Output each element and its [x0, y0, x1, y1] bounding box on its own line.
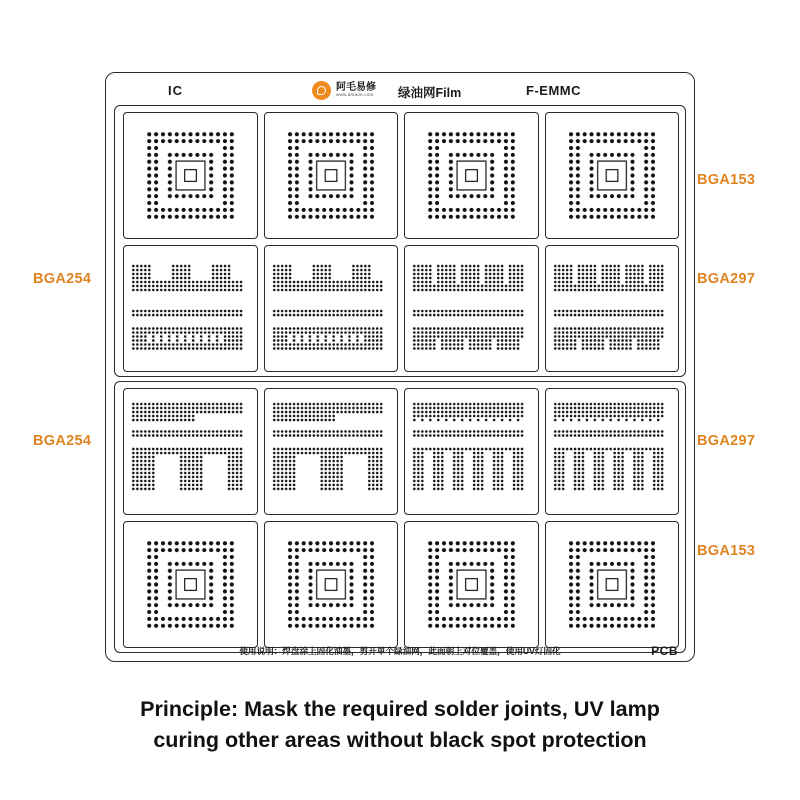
label-bga153-bottom: BGA153 — [697, 543, 756, 559]
cell-4-4[interactable] — [545, 521, 680, 648]
cell-3-4[interactable] — [545, 388, 680, 515]
brand-text — [336, 83, 376, 98]
cell-1-4[interactable] — [545, 112, 680, 239]
stencil-grid-top — [123, 112, 679, 372]
caption-line-2: curing other areas without black spot protection — [153, 728, 647, 753]
cell-2-3[interactable] — [404, 245, 539, 372]
principle-caption — [0, 694, 800, 756]
label-bga153-top: BGA153 — [697, 172, 756, 188]
cell-3-1[interactable] — [123, 388, 258, 515]
stencil-panel-top — [114, 105, 686, 377]
pcb-label: PCB — [651, 644, 678, 658]
label-bga297-upper: BGA297 — [697, 271, 756, 287]
header-femmc-label: F-EMMC — [526, 83, 581, 98]
stencil-card — [105, 72, 695, 662]
brand-logo-group — [312, 81, 376, 100]
usage-instruction: 使用说明：焊盘涂上固化油墨，剪开单个绿油网，此面朝上对位覆盖，使用UV灯固化 — [239, 646, 561, 656]
caption-line-1: Principle: Mask the required solder joints, UV lamp — [140, 697, 660, 721]
header-green-film-label: 绿油网Film — [398, 86, 462, 100]
cell-4-3[interactable] — [404, 521, 539, 648]
cell-3-3[interactable] — [404, 388, 539, 515]
cell-2-2[interactable] — [264, 245, 399, 372]
cell-1-1[interactable] — [123, 112, 258, 239]
label-bga254-upper: BGA254 — [33, 271, 92, 287]
cell-1-3[interactable] — [404, 112, 539, 239]
label-bga297-lower: BGA297 — [697, 433, 756, 449]
header-ic-label: IC — [168, 83, 183, 98]
cell-2-1[interactable] — [123, 245, 258, 372]
stencil-panel-bottom — [114, 381, 686, 653]
cell-1-2[interactable] — [264, 112, 399, 239]
brand-website: www.amaoe.com — [336, 92, 374, 98]
cell-2-4[interactable] — [545, 245, 680, 372]
stencil-grid-bottom — [123, 388, 679, 648]
cell-4-2[interactable] — [264, 521, 399, 648]
brand-name-cn: 阿毛易修 — [336, 81, 376, 93]
amaoe-logo-icon — [312, 81, 331, 100]
label-bga254-lower: BGA254 — [33, 433, 92, 449]
cell-4-1[interactable] — [123, 521, 258, 648]
cell-3-2[interactable] — [264, 388, 399, 515]
